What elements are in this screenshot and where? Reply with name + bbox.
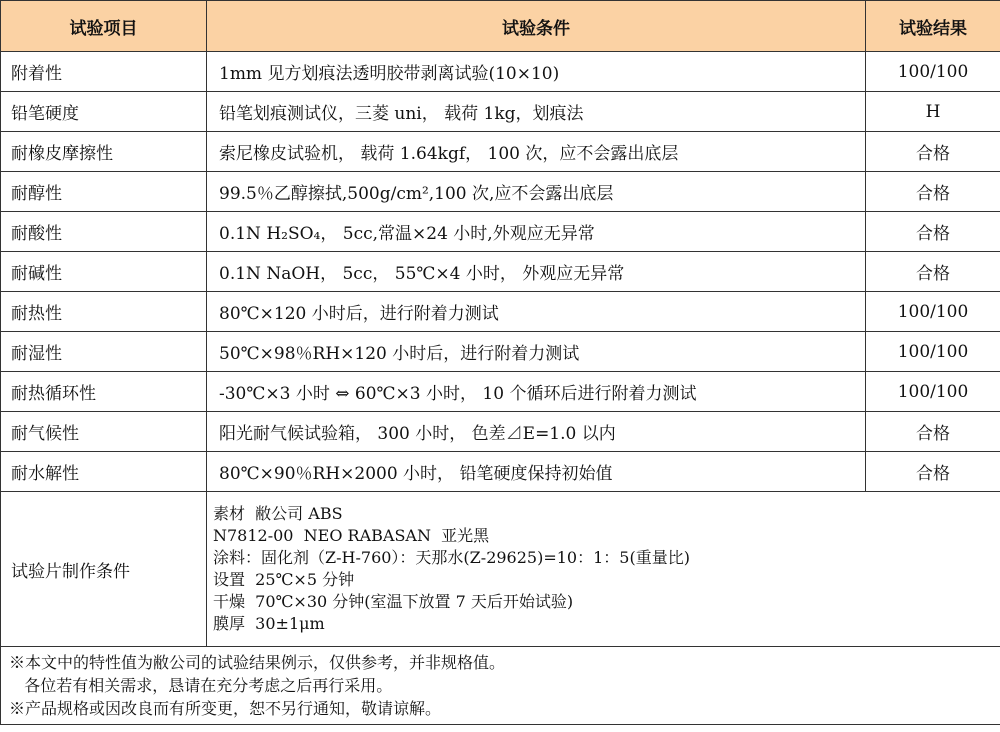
prep-line-thickness: 膜厚 30±1μm [213, 614, 325, 633]
row-condition: 0.1N H₂SO₄， 5cc,常温×24 小时,外观应无异常 [207, 212, 866, 252]
prep-conditions-label: 试验片制作条件 [1, 492, 207, 647]
notes-row [1, 647, 1000, 725]
table-row [1, 372, 1000, 412]
row-result: 合格 [866, 132, 1000, 172]
table-row [1, 412, 1000, 452]
table-row [1, 172, 1000, 212]
row-condition: 索尼橡皮试验机， 载荷 1.64kgf， 100 次，应不会露出底层 [207, 132, 866, 172]
row-result: 合格 [866, 452, 1000, 492]
prep-line-paint: 涂料：固化剂（Z-H-760）：天那水(Z-29625)=10：1：5(重量比) [213, 548, 690, 567]
prep-line-drying: 干燥 70℃×30 分钟(室温下放置 7 天后开始试验) [213, 592, 574, 611]
row-item: 铅笔硬度 [1, 92, 207, 132]
row-item: 耐气候性 [1, 412, 207, 452]
row-condition: 阳光耐气候试验箱， 300 小时， 色差⊿E=1.0 以内 [207, 412, 866, 452]
prep-conditions-row [1, 492, 1000, 647]
table-row [1, 92, 1000, 132]
prep-line-setting: 设置 25℃×5 分钟 [213, 570, 355, 589]
row-condition: -30℃×3 小时 ⇔ 60℃×3 小时， 10 个循环后进行附着力测试 [207, 372, 866, 412]
table-row [1, 212, 1000, 252]
row-condition: 1mm 见方划痕法透明胶带剥离试验(10×10) [207, 52, 866, 92]
table-row [1, 252, 1000, 292]
note-line: ※本文中的特性值为敝公司的试验结果例示，仅供参考，并非规格值。 [9, 653, 506, 672]
row-item: 耐酸性 [1, 212, 207, 252]
row-result: 合格 [866, 412, 1000, 452]
note-line: ※产品规格或因改良而有所变更，恕不另行通知，敬请谅解。 [9, 699, 442, 718]
row-item: 耐橡皮摩擦性 [1, 132, 207, 172]
table-row [1, 292, 1000, 332]
table-row [1, 332, 1000, 372]
row-condition: 99.5％乙醇擦拭,500g/cm²,100 次,应不会露出底层 [207, 172, 866, 212]
row-item: 附着性 [1, 52, 207, 92]
row-item: 耐醇性 [1, 172, 207, 212]
row-item: 耐碱性 [1, 252, 207, 292]
prep-line-grade: N7812-00 NEO RABASAN 亚光黑 [213, 526, 490, 545]
row-result: 合格 [866, 172, 1000, 212]
prep-line-material: 素材 敝公司 ABS [213, 504, 343, 523]
table-header-row [1, 1, 1000, 52]
table-row [1, 452, 1000, 492]
row-condition: 80℃×90％RH×2000 小时， 铅笔硬度保持初始值 [207, 452, 866, 492]
note-line: 各位若有相关需求，恳请在充分考虑之后再行采用。 [9, 676, 393, 695]
notes-cell [1, 647, 1000, 725]
row-condition: 50℃×98％RH×120 小时后，进行附着力测试 [207, 332, 866, 372]
row-result: 合格 [866, 252, 1000, 292]
header-test-item: 试验项目 [1, 1, 207, 52]
row-item: 耐热循环性 [1, 372, 207, 412]
row-result: 100/100 [866, 332, 1000, 372]
prep-conditions-detail [207, 492, 1000, 647]
row-result: 100/100 [866, 292, 1000, 332]
row-condition: 0.1N NaOH， 5cc， 55℃×4 小时， 外观应无异常 [207, 252, 866, 292]
row-result: 100/100 [866, 372, 1000, 412]
row-result: H [866, 92, 1000, 132]
table-row [1, 132, 1000, 172]
header-test-result: 试验结果 [866, 1, 1000, 52]
row-condition: 80℃×120 小时后，进行附着力测试 [207, 292, 866, 332]
row-condition: 铅笔划痕测试仪，三菱 uni， 载荷 1kg，划痕法 [207, 92, 866, 132]
row-item: 耐水解性 [1, 452, 207, 492]
row-item: 耐热性 [1, 292, 207, 332]
row-result: 合格 [866, 212, 1000, 252]
table-row [1, 52, 1000, 92]
header-test-condition: 试验条件 [207, 1, 866, 52]
row-result: 100/100 [866, 52, 1000, 92]
row-item: 耐湿性 [1, 332, 207, 372]
